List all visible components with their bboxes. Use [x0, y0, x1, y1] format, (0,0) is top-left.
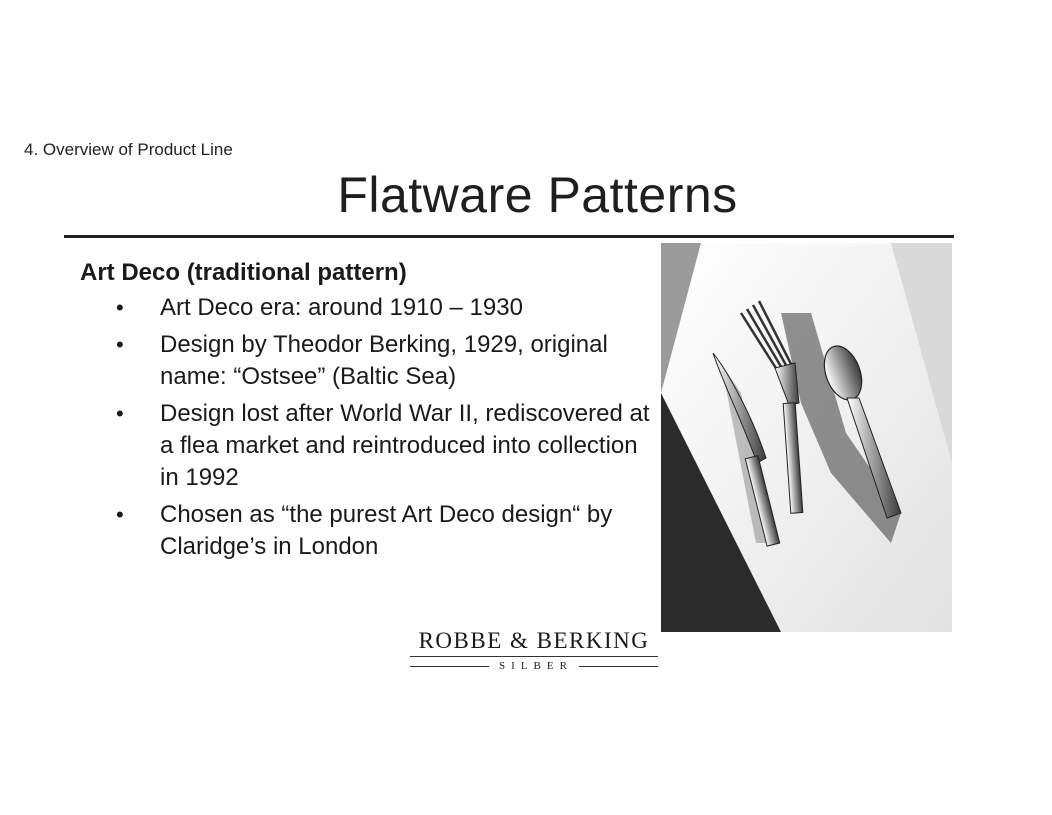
bullet-item-1: • Art Deco era: around 1910 – 1930 [114, 292, 654, 324]
pattern-subheading: Art Deco (traditional pattern) [80, 259, 407, 286]
brand-logo [410, 628, 658, 672]
bullet-item-4: • Chosen as “the purest Art Deco design“ by Claridge’s in London [114, 499, 654, 563]
logo-right-rule [579, 666, 658, 667]
section-label: 4. Overview of Product Line [24, 140, 233, 159]
flatware-illustration [661, 243, 952, 632]
brand-logo-sub: SILBER [499, 660, 573, 672]
logo-left-rule [410, 666, 489, 667]
brand-logo-subline [410, 660, 658, 672]
bullet-list [114, 292, 654, 568]
flatware-photo [661, 243, 952, 632]
slide-title: Flatware Patterns [337, 167, 738, 223]
brand-logo-wordmark: ROBBE & BERKING [410, 628, 658, 657]
bullet-item-2: • Design by Theodor Berking, 1929, original name: “Ostsee” (Baltic Sea) [114, 329, 654, 393]
title-divider [64, 235, 954, 238]
bullet-item-3: • Design lost after World War II, rediscovered at a flea market and reintroduced into collection in 1992 [114, 398, 654, 494]
